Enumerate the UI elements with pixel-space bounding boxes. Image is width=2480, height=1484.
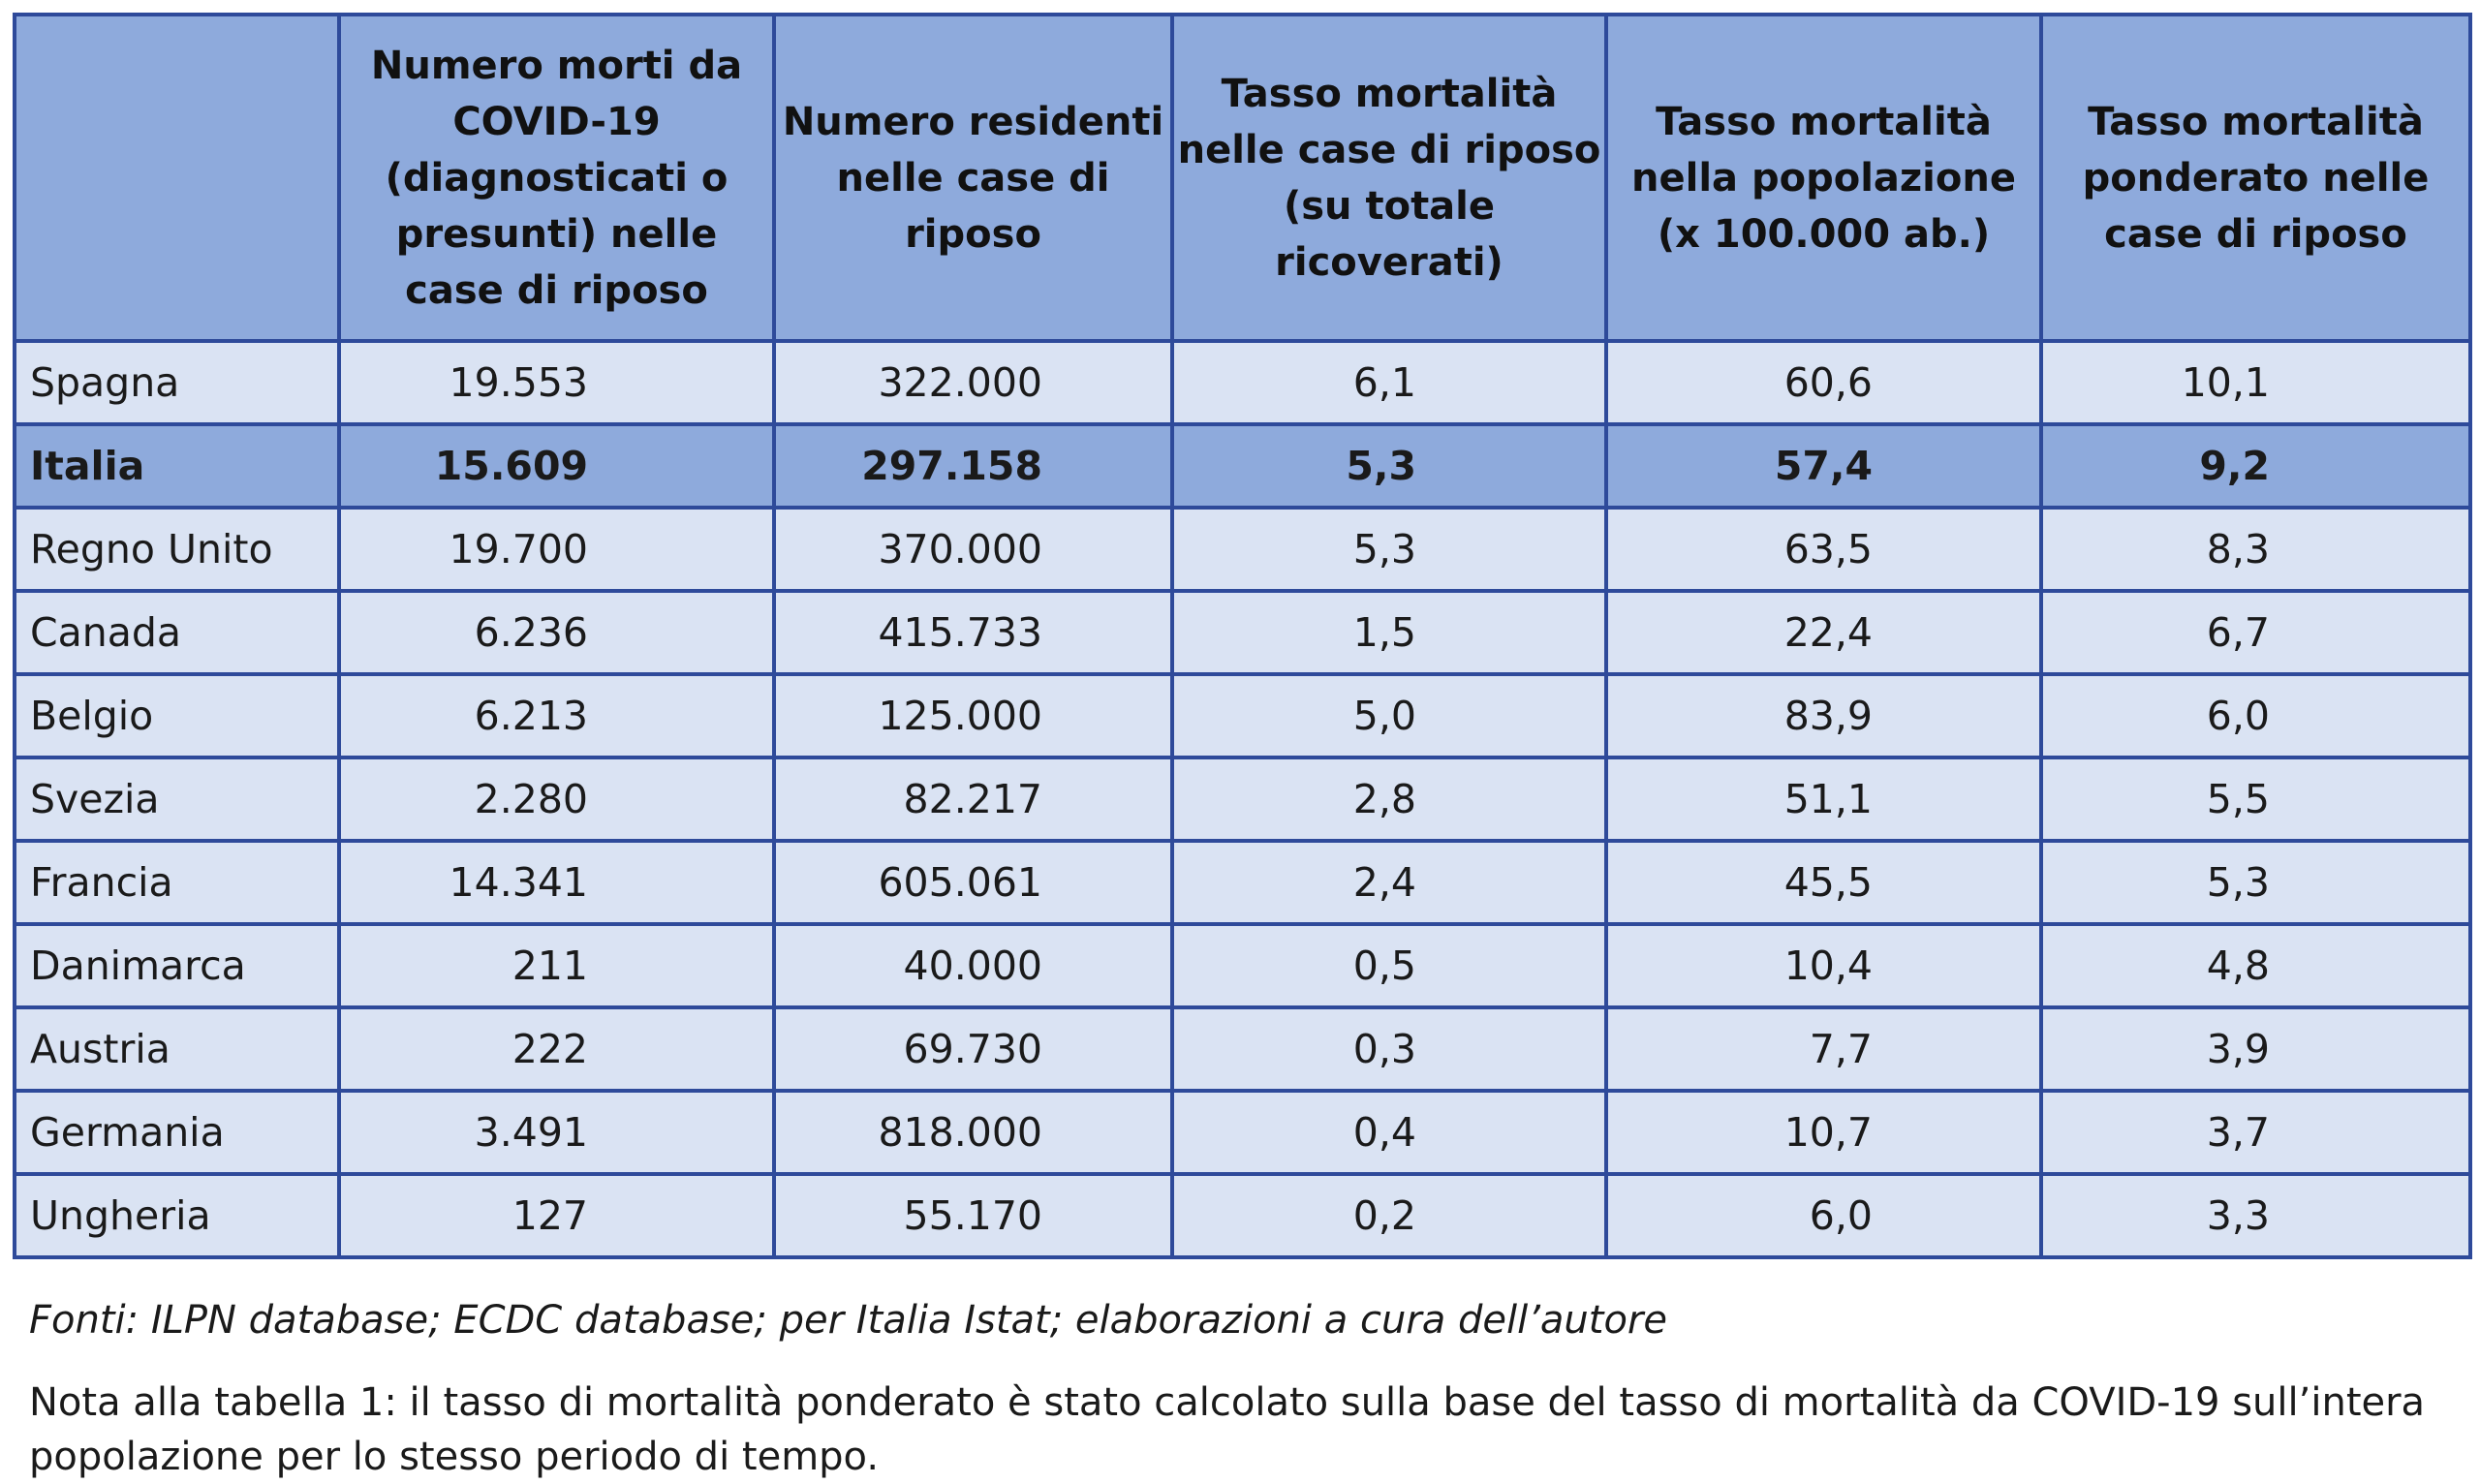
cell-rate-nursing-homes: 0,4 [1172,1091,1606,1174]
cell-country: Canada [15,591,339,674]
cell-rate-population: 10,7 [1606,1091,2041,1174]
cell-country: Spagna [15,341,339,424]
cell-residents: 370.000 [774,508,1172,591]
cell-residents: 605.061 [774,841,1172,924]
cell-deaths: 19.700 [339,508,774,591]
cell-rate-population: 45,5 [1606,841,2041,924]
cell-rate-nursing-homes: 5,3 [1172,508,1606,591]
table-header-row [15,15,2470,341]
header-rate-nursing-homes: Tasso mortalità nelle case di riposo (su totale ricoverati) [1172,15,1606,341]
cell-weighted-rate: 8,3 [2041,508,2470,591]
cell-residents: 125.000 [774,674,1172,757]
cell-weighted-rate: 3,9 [2041,1007,2470,1091]
cell-country: Regno Unito [15,508,339,591]
cell-residents: 415.733 [774,591,1172,674]
cell-rate-nursing-homes: 5,3 [1172,424,1606,508]
cell-rate-population: 7,7 [1606,1007,2041,1091]
table-row [15,1007,2470,1091]
cell-weighted-rate: 5,3 [2041,841,2470,924]
cell-rate-nursing-homes: 0,2 [1172,1174,1606,1257]
header-residents: Numero residenti nelle case di riposo [774,15,1172,341]
cell-country: Danimarca [15,924,339,1007]
cell-rate-population: 63,5 [1606,508,2041,591]
table-row [15,341,2470,424]
cell-country: Austria [15,1007,339,1091]
mortality-table [13,13,2472,1259]
table-row [15,924,2470,1007]
cell-deaths: 6.236 [339,591,774,674]
cell-rate-population: 83,9 [1606,674,2041,757]
cell-weighted-rate: 10,1 [2041,341,2470,424]
cell-residents: 69.730 [774,1007,1172,1091]
cell-deaths: 6.213 [339,674,774,757]
cell-rate-nursing-homes: 5,0 [1172,674,1606,757]
cell-rate-nursing-homes: 6,1 [1172,341,1606,424]
table-footnote: Nota alla tabella 1: il tasso di mortalità ponderato è stato calcolato sulla base del tasso di mortalità da COVID-19 sull’intera popolazione per lo stesso periodo di tempo. [29,1380,2426,1479]
cell-deaths: 19.553 [339,341,774,424]
cell-deaths: 222 [339,1007,774,1091]
cell-country: Francia [15,841,339,924]
cell-residents: 818.000 [774,1091,1172,1174]
cell-country: Italia [15,424,339,508]
cell-rate-nursing-homes: 2,8 [1172,757,1606,841]
cell-weighted-rate: 6,7 [2041,591,2470,674]
cell-rate-nursing-homes: 0,3 [1172,1007,1606,1091]
table-body [15,341,2470,1257]
table-row-highlight [15,424,2470,508]
cell-rate-nursing-homes: 1,5 [1172,591,1606,674]
cell-country: Germania [15,1091,339,1174]
cell-rate-population: 10,4 [1606,924,2041,1007]
table-row [15,674,2470,757]
header-deaths: Numero morti da COVID-19 (diagnosticati o presunti) nelle case di riposo [339,15,774,341]
cell-weighted-rate: 3,3 [2041,1174,2470,1257]
table-row [15,757,2470,841]
cell-residents: 82.217 [774,757,1172,841]
cell-residents: 55.170 [774,1174,1172,1257]
cell-rate-population: 57,4 [1606,424,2041,508]
table-row [15,841,2470,924]
cell-deaths: 14.341 [339,841,774,924]
table-row [15,591,2470,674]
cell-weighted-rate: 6,0 [2041,674,2470,757]
header-country [15,15,339,341]
cell-rate-population: 6,0 [1606,1174,2041,1257]
cell-rate-population: 51,1 [1606,757,2041,841]
cell-deaths: 127 [339,1174,774,1257]
table-row [15,1174,2470,1257]
cell-residents: 40.000 [774,924,1172,1007]
cell-rate-population: 22,4 [1606,591,2041,674]
table-row [15,508,2470,591]
header-rate-population: Tasso mortalità nella popolazione (x 100.000 ab.) [1606,15,2041,341]
cell-weighted-rate: 5,5 [2041,757,2470,841]
cell-country: Belgio [15,674,339,757]
sources-caption: Fonti: ILPN database; ECDC database; per Italia Istat; elaborazioni a cura dell’autore [29,1298,1667,1343]
cell-country: Ungheria [15,1174,339,1257]
cell-rate-population: 60,6 [1606,341,2041,424]
cell-residents: 297.158 [774,424,1172,508]
cell-weighted-rate: 4,8 [2041,924,2470,1007]
table-row [15,1091,2470,1174]
cell-deaths: 211 [339,924,774,1007]
cell-residents: 322.000 [774,341,1172,424]
cell-weighted-rate: 9,2 [2041,424,2470,508]
cell-deaths: 2.280 [339,757,774,841]
cell-deaths: 3.491 [339,1091,774,1174]
cell-deaths: 15.609 [339,424,774,508]
header-weighted-rate: Tasso mortalità ponderato nelle case di riposo [2041,15,2470,341]
cell-country: Svezia [15,757,339,841]
cell-weighted-rate: 3,7 [2041,1091,2470,1174]
mortality-table-container [13,13,2468,1259]
cell-rate-nursing-homes: 2,4 [1172,841,1606,924]
cell-rate-nursing-homes: 0,5 [1172,924,1606,1007]
